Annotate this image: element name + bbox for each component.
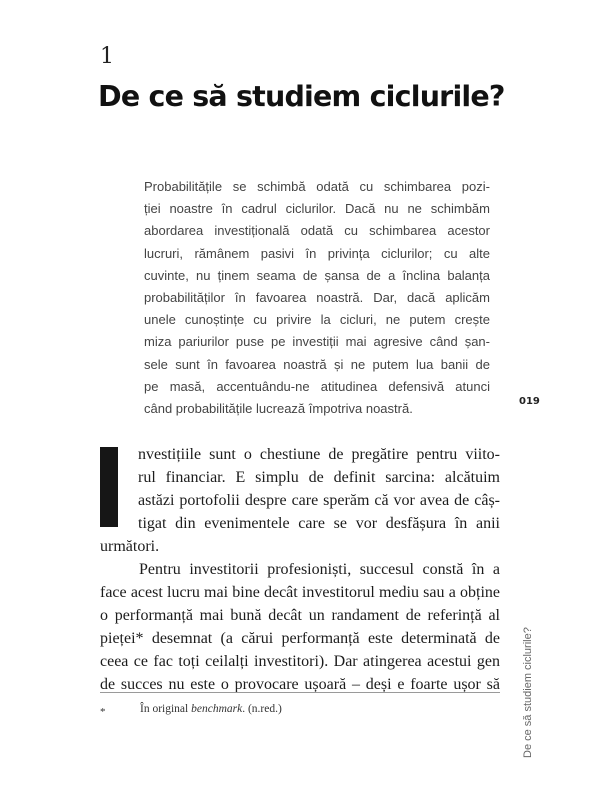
body-line: de succes nu este o provocare ușoară – deși e foarte ușor să	[100, 676, 500, 693]
body-line: ceea ce fac toți ceilalți investitori). Dar atingerea acestui gen	[100, 653, 500, 670]
body-line: Pentru investitorii profesioniști, succesul constă în a	[139, 561, 500, 578]
footnote-marker: *	[100, 706, 106, 718]
footnote-suffix: . (n.red.)	[242, 703, 282, 715]
epigraph-line: abordarea investițională odată cu schimbarea acestor	[144, 223, 490, 239]
body-line: astăzi portofolii despre care sperăm că vor avea de câș-	[138, 492, 500, 509]
body-line: pieței* desemnat (a cărui performanță este determinată de	[100, 630, 500, 647]
body-line: face acest lucru mai bine decât investitorul mediu sau a obține	[100, 584, 500, 601]
epigraph-line: Probabilitățile se schimbă odată cu schimbarea pozi-	[144, 179, 490, 194]
footnote-prefix: În original	[140, 703, 192, 715]
epigraph-line: lucruri, rămânem pasivi în privința ciclurilor; cu alte	[144, 245, 490, 261]
body-line: o performanță mai bună decât un randament de referință al	[100, 607, 500, 624]
page-number: 019	[519, 396, 540, 407]
body-line: următori.	[100, 538, 160, 555]
body-paragraphs	[100, 443, 500, 696]
epigraph-line: când probabilitățile lucrează împotriva noastră.	[144, 401, 413, 417]
body-line: nvestițiile sunt o chestiune de pregătire pentru viito-	[138, 446, 500, 463]
footnote-text	[140, 703, 282, 715]
epigraph-line: probabilităților în favoarea noastră. Dar, dacă aplicăm	[144, 290, 490, 306]
footnote-divider	[100, 692, 500, 693]
epigraph-quote	[144, 176, 490, 420]
body-line: tigat din evenimentele care se vor desfășura în anii	[138, 515, 500, 532]
footnote-italic-term: benchmark	[191, 703, 243, 715]
epigraph-line: ției noastre în cadrul ciclurilor. Dacă nu ne schimbăm	[144, 201, 490, 217]
epigraph-line: unele cunoștințe cu privire la cicluri, ne putem crește	[144, 312, 490, 328]
chapter-number: 1	[100, 44, 114, 69]
epigraph-line: sele sunt în favoarea noastră și ne putem lua banii de	[144, 356, 490, 372]
epigraph-line: cuvinte, nu ținem seama de șansa de a înclina balanța	[144, 267, 490, 283]
epigraph-line: miza pariurilor puse pe investiții mai agresive când șan-	[144, 334, 490, 350]
chapter-title: De ce să studiem ciclurile?	[98, 80, 505, 113]
body-line: rul financiar. E simplu de definit sarcina: alcătuim	[138, 469, 500, 486]
side-running-head: De ce să studiem ciclurile?	[522, 627, 534, 758]
epigraph-line: pe masă, accentuându-ne atitudinea defensivă atunci	[144, 378, 490, 394]
